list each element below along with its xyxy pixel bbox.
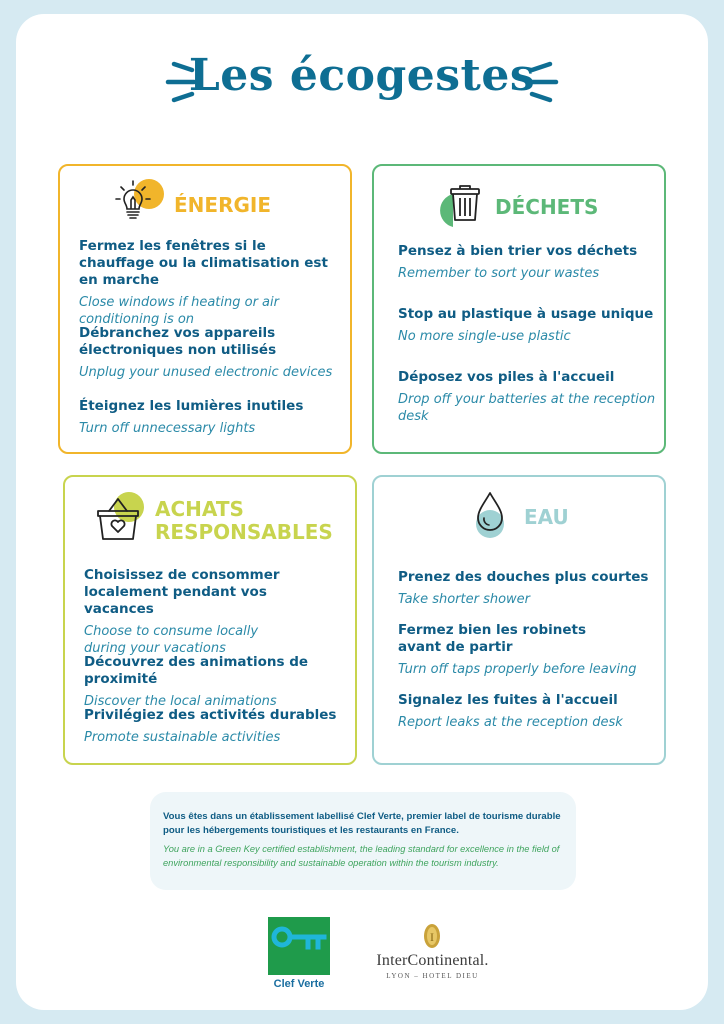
certification-note-fr: Vous êtes dans un établissement labellisé Clef Verte, premier label de tourisme durable pour les hébergements touristiques et les restaurants en France. [163, 811, 561, 836]
intercontinental-wordmark: InterContinental. [376, 952, 489, 969]
clef-verte-label: Clef Verte [273, 978, 325, 990]
svg-text:I: I [430, 930, 434, 944]
intercontinental-logo [360, 922, 505, 984]
title-area [0, 46, 724, 116]
key-icon [268, 917, 330, 975]
list-item: Déposez vos piles à l'accueil Drop off your batteries at the reception desk [398, 369, 656, 424]
card-title-achats-line2: RESPONSABLES [155, 520, 333, 544]
card-eau [372, 475, 666, 765]
page-title: Les écogestes [188, 50, 536, 101]
list-item: Pensez à bien trier vos déchets Remember to sort your wastes [398, 243, 638, 281]
lightbulb-icon [112, 176, 168, 230]
list-item: Prenez des douches plus courtes Take shorter shower [398, 569, 649, 607]
basket-heart-icon [91, 489, 151, 547]
card-achats [63, 475, 357, 765]
certification-note [150, 792, 576, 890]
trash-bin-icon [434, 180, 484, 230]
intercontinental-emblem-icon [421, 922, 443, 950]
list-item: Stop au plastique à usage unique No more single-use plastic [398, 306, 654, 344]
list-item: Signalez les fuites à l'accueil Report leaks at the reception desk [398, 692, 623, 730]
water-drop-icon [468, 487, 518, 543]
list-item: Choisissez de consommer localement pendant vos vacances Choose to consume locally during your vacations [84, 567, 280, 656]
card-dechets [372, 164, 666, 454]
card-title-energie: ÉNERGIE [174, 193, 271, 217]
clef-verte-logo [268, 917, 330, 993]
certification-note-en: You are in a Green Key certified establishment, the leading standard for excellence in the field of environmental responsibility and sustainable operation within the tourism industry. [163, 844, 560, 868]
card-title-dechets: DÉCHETS [495, 195, 599, 219]
card-title-achats-line1: ACHATS [155, 497, 244, 521]
list-item: Découvrez des animations de proximité Discover the local animations [84, 654, 309, 709]
list-item: Débranchez vos appareils électroniques non utilisés Unplug your unused electronic devices [79, 325, 333, 380]
right-dashes-icon [520, 60, 560, 104]
list-item: Fermez bien les robinets avant de partir Turn off taps properly before leaving [398, 622, 637, 677]
card-title-eau: EAU [524, 505, 569, 529]
list-item: Éteignez les lumières inutiles Turn off unnecessary lights [79, 398, 304, 436]
list-item: Privilégiez des activités durables Promote sustainable activities [84, 707, 337, 745]
card-energie [58, 164, 352, 454]
list-item: Fermez les fenêtres si le chauffage ou la climatisation est en marche Close windows if heating or air conditioning is on [79, 238, 328, 327]
intercontinental-location: LYON – HOTEL DIEU [386, 972, 479, 980]
